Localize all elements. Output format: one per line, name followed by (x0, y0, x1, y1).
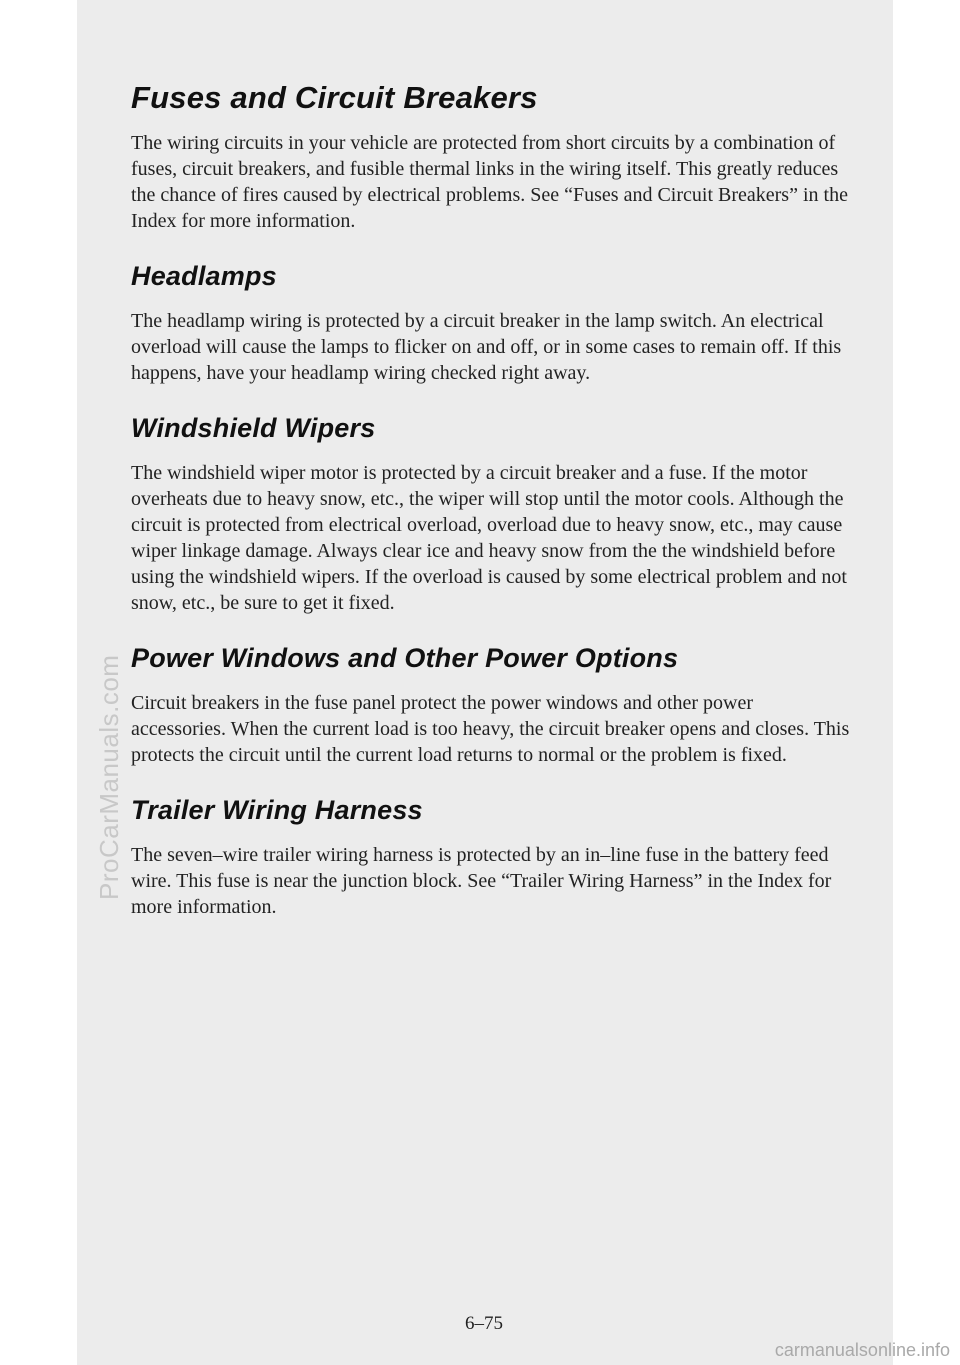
section-heading: Trailer Wiring Harness (131, 795, 423, 825)
section-paragraph: The seven–wire trailer wiring harness is protected by an in–line fuse in the battery feed wire. This fuse is near the junction block. See “Trailer Wiring Harness” in the Index for more information. (131, 844, 832, 918)
section-fuses-circuit-breakers (131, 78, 851, 234)
section-heading: Headlamps (131, 261, 277, 291)
section-windshield-wipers (131, 410, 851, 616)
side-watermark: ProCarManuals.com (94, 654, 124, 900)
section-paragraph: The headlamp wiring is protected by a circuit breaker in the lamp switch. An electrical overload will cause the lamps to flicker on and off, or in some cases to remain off. If this happens, have your headlamp wiring checked right away. (131, 310, 842, 384)
section-power-windows (131, 640, 851, 768)
page-number: 6–75 (465, 1313, 503, 1334)
section-paragraph: Circuit breakers in the fuse panel protect the power windows and other power accessories. When the current load is too heavy, the circuit breaker opens and closes. This protects the circuit until the current load returns to normal or the problem is fixed. (131, 692, 850, 766)
section-heading: Fuses and Circuit Breakers (131, 80, 538, 115)
section-heading: Power Windows and Other Power Options (131, 643, 679, 673)
section-headlamps (131, 258, 851, 386)
section-heading: Windshield Wipers (131, 413, 376, 443)
section-paragraph: The windshield wiper motor is protected by a circuit breaker and a fuse. If the motor overheats due to heavy snow, etc., the wiper will stop until the motor cools. Although the circuit is protected from electrical overload, overload due to heavy snow, etc., may cause wiper linkage damage. Always clear ice and heavy snow from the the windshield before using the windshield wipers. If the overload is caused by some electrical problem and not snow, etc., be sure to get it fixed. (131, 462, 847, 614)
bottom-watermark: carmanualsonline.info (774, 1340, 950, 1360)
section-trailer-wiring-harness (131, 792, 851, 920)
document-body (131, 78, 851, 944)
section-paragraph: The wiring circuits in your vehicle are protected from short circuits by a combination of fuses, circuit breakers, and fusible thermal links in the wiring itself. This greatly reduces the chance of fires caused by electrical problems. See “Fuses and Circuit Breakers” in the Index for more information. (131, 132, 848, 232)
